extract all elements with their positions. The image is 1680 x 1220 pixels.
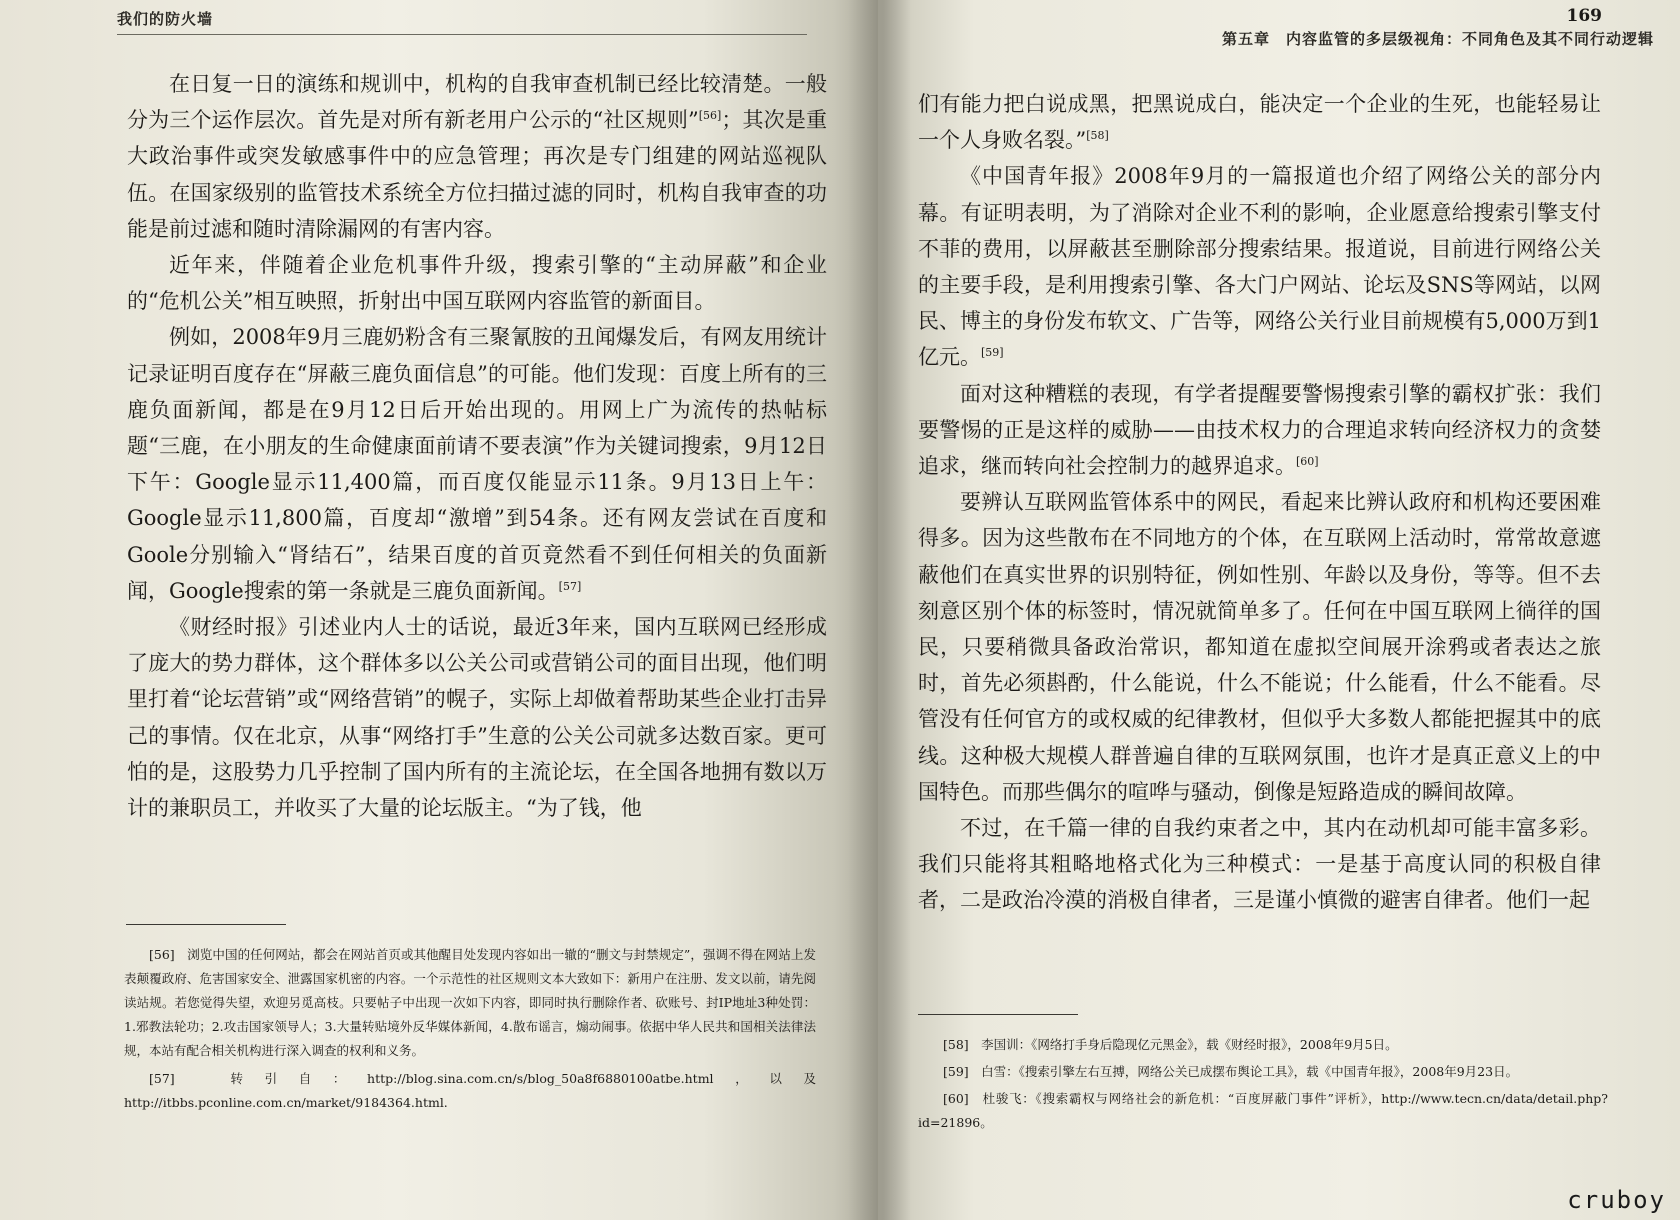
footnote: [56] 浏览中国的任何网站，都会在网站首页或其他醒目处发现内容如出一辙的“删文与封禁规定”，强调不得在网站上发表颠覆政府、危害国家安全、泄露国家机密的内容。一个示范性的社区规则文本大致如下：新用户在注册、发文以前，请先阅读站规。若您觉得失望，欢迎另觅高枝。只要帖子中出现一次如下内容，即同时执行删除作者、砍账号、封IP地址3种处罚：1.邪教法轮功；2.攻击国家领导人；3.大量转贴境外反华媒体新闻，4.散布谣言，煽动闹事。依据中华人民共和国相关法律法规，本站有配合相关机构进行深入调查的权利和义务。 [124,947,816,1058]
paragraph: 例如，2008年9月三鹿奶粉含有三聚氰胺的丑闻爆发后，有网友用统计记录证明百度存在“屏蔽三鹿负面信息”的可能。他们发现：百度上所有的三鹿负面新闻，都是在9月12日后开始出现的。用网上广为流传的热帖标题“三鹿，在小朋友的生命健康面前请不要表演”作为关键词搜索，9月12日下午：Google显示11,400篇，而百度仅能显示11条。9月13日上午：Google显示11,800篇，百度却“激增”到54条。还有网友尝试在百度和Goole分别输入“肾结石”，结果百度的首页竟然看不到任何相关的负面新闻，Google搜索的第一条就是三鹿负面新闻。[57] [127,325,827,603]
footnote-ref: [57] [558,579,582,593]
footnote-ref: [56] [698,109,722,123]
paragraph: 《财经时报》引述业内人士的话说，最近3年来，国内互联网已经形成了庞大的势力群体，这个群体多以公关公司或营销公司的面目出现，他们明里打着“论坛营销”或“网络营销”的幌子，实际上却做着帮助某些企业打击异己的事情。仅在北京，从事“网络打手”生意的公关公司就多达数百家。更可怕的是，这股势力几乎控制了国内所有的主流论坛，在全国各地拥有数以万计的兼职员工，并收买了大量的论坛版主。“为了钱，他 [127,615,827,821]
paragraph: 《中国青年报》2008年9月的一篇报道也介绍了网络公关的部分内幕。有证明表明，为了消除对企业不利的影响，企业愿意给搜索引擎支付不菲的费用，以屏蔽甚至删除部分搜索结果。报道说，目前进行网络公关的主要手段，是利用搜索引擎、各大门户网站、论坛及SNS等网站，以网民、博主的身份发布软文、广告等，网络公关行业目前规模有5,000万到1亿元。[59] [918,164,1601,370]
footnote: [59] 白雪：《搜索引擎左右互搏，网络公关已成摆布舆论工具》，载《中国青年报》，2008年9月23日。 [943,1064,1519,1079]
page-number: 169 [1566,6,1602,26]
right-footnotes [918,1033,1608,1135]
paragraph: 近年来，伴随着企业危机事件升级，搜索引擎的“主动屏蔽”和企业的“危机公关”相互映照，折射出中国互联网内容监管的新面目。 [127,253,827,314]
left-body-text [127,66,827,826]
paragraph: 要辨认互联网监管体系中的网民，看起来比辨认政府和机构还要困难得多。因为这些散布在不同地方的个体，在互联网上活动时，常常故意遮蔽他们在真实世界的识别特征，例如性别、年龄以及身份，等等。但不去刻意区别个体的标签时，情况就简单多了。任何在中国互联网上徜徉的国民，只要稍微具备政治常识，都知道在虚拟空间展开涂鸦或者表达之旅时，首先必须斟酌，什么能说，什么不能说；什么能看，什么不能看。尽管没有任何官方的或权威的纪律教材，但似乎大多数人都能把握其中的底线。这种极大规模人群普遍自律的互联网氛围，也许才是真正意义上的中国特色。而那些偶尔的喧哗与骚动，倒像是短路造成的瞬间故障。 [918,490,1601,804]
footnote: [58] 李国训：《网络打手身后隐现亿元黑金》，载《财经时报》，2008年9月5日。 [943,1037,1398,1052]
footnote-ref: [59] [981,346,1004,360]
footnote-rule [126,924,286,925]
right-running-head: 第五章 内容监管的多层级视角：不同角色及其不同行动逻辑 [1221,30,1654,48]
paragraph: 面对这种糟糕的表现，有学者提醒要警惕搜索引擎的霸权扩张：我们要警惕的正是这样的威胁——由技术权力的合理追求转向经济权力的贪婪追求，继而转向社会控制力的越界追求。[60] [918,381,1601,479]
footnote: [60] 杜骏飞：《搜索霸权与网络社会的新危机：“百度屏蔽门事件”评析》，http://www.tecn.cn/data/detail.php?id=21896。 [918,1091,1608,1130]
right-page [878,0,1680,1220]
right-body-text [918,86,1601,919]
footnote-ref: [60] [1296,455,1319,469]
paragraph: 在日复一日的演练和规训中，机构的自我审查机制已经比较清楚。一般分为三个运作层次。首先是对所有新老用户公示的“社区规则”[56]；其次是重大政治事件或突发敏感事件中的应急管理；再次是专门组建的网站巡视队伍。在国家级别的监管技术系统全方位扫描过滤的同时，机构自我审查的功能是前过滤和随时清除漏网的有害内容。 [127,72,827,241]
footnote: [57] 转引自：http://blog.sina.com.cn/s/blog_50a8f6880100atbe.html，以及http://itbbs.pconline.com.cn/market/9184364.html. [124,1071,816,1110]
footnote-ref: [58] [1086,129,1109,143]
left-footnotes [124,943,816,1115]
running-head-rule [117,34,807,35]
watermark: cruboy [1567,1186,1666,1214]
paragraph: 不过，在千篇一律的自我约束者之中，其内在动机却可能丰富多彩。我们只能将其粗略地格式化为三种模式：一是基于高度认同的积极自律者，二是政治冷漠的消极自律者，三是谨小慎微的避害自律者。他们一起 [918,816,1601,913]
left-running-head: 我们的防火墙 [117,10,214,28]
paragraph: 们有能力把白说成黑，把黑说成白，能决定一个企业的生死，也能轻易让一个人身败名裂。”[58] [918,92,1601,153]
footnote-rule [918,1014,1078,1015]
